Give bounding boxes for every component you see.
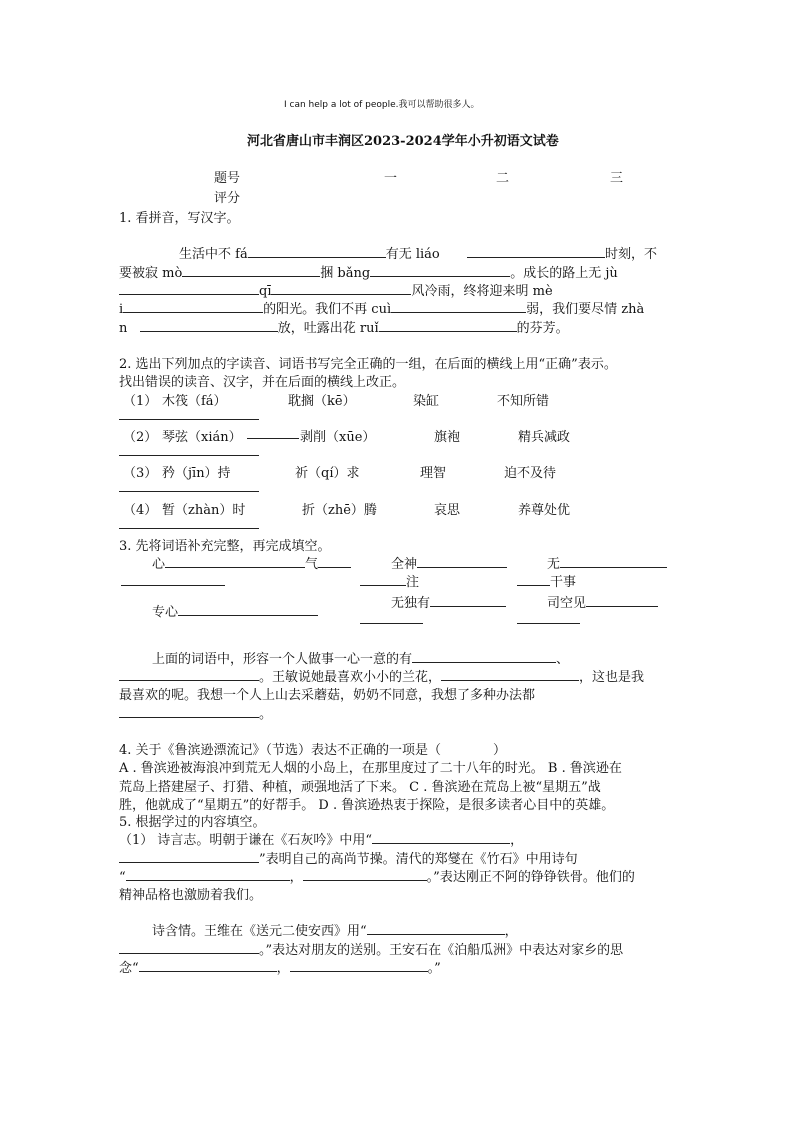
q1-l2b: 捆 bǎng (320, 266, 371, 281)
q3-word-sikongjian (547, 592, 658, 611)
q3-wuduyou-label: 无独有 (391, 596, 431, 611)
q5-l7b: ， (276, 961, 290, 976)
q3-zhuanxin-label: 专心 (152, 605, 179, 620)
answer-blank[interactable] (370, 263, 510, 277)
q2-heading-1: 2. 选出下列加点的字读音、词语书写完全正确的一组，在后面的横线上用“正确”表示。 (119, 357, 617, 372)
q5-l7a: 念“ (119, 961, 139, 976)
q1-line-5 (119, 317, 569, 336)
q3-heading: 3. 先将词语补充完整，再完成填空。 (119, 539, 331, 554)
q3-word-ganshi (517, 571, 576, 590)
q5-line-1 (119, 829, 523, 848)
header-note: I can help a lot of people.我可以帮助很多人。 (284, 100, 480, 110)
q5-l2: ”表明自己的高尚节操。清代的郑燮在《竹石》中用诗句 (259, 852, 578, 867)
q3-blank-right-3[interactable] (517, 623, 580, 624)
q3-ganshi-label: 干事 (550, 575, 577, 590)
q2-row-4-d: 养尊处优 (518, 503, 571, 518)
q2-row-1-b: 耽搁（kē） (288, 394, 356, 409)
q2-row-2-answer-line[interactable] (119, 455, 259, 456)
q3-para-4 (119, 703, 272, 722)
q5-l5a: 诗含情。王维在《送元二使安西》用“ (152, 924, 367, 939)
answer-blank[interactable] (119, 667, 259, 681)
q4-line-1: A . 鲁滨逊被海浪冲到荒无人烟的小岛上，在那里度过了二十八年的时光。 B . 鲁滨逊在 (119, 761, 622, 776)
answer-blank[interactable] (367, 921, 505, 935)
q3-para-2 (119, 666, 644, 685)
q2-row-2-b: 剥削（xūe） (300, 430, 376, 445)
q3-word-quanshen (391, 553, 507, 572)
q2-row-3-b: 祈（qí）求 (295, 466, 360, 481)
q3-p4: 。 (259, 707, 273, 722)
answer-blank[interactable] (391, 299, 526, 313)
answer-blank[interactable] (271, 281, 411, 295)
page-title: 河北省唐山市丰润区2023-2024学年小升初语文试卷 (247, 134, 559, 149)
q1-l5a: n (119, 321, 128, 336)
q3-blank-left-2[interactable] (121, 585, 225, 586)
q5-line-3 (119, 866, 635, 885)
q5-line-2 (119, 848, 578, 867)
q3-quanshen-label: 全神 (391, 557, 418, 572)
q1-line-1 (179, 243, 440, 262)
q1-l5c: 的芬芳。 (516, 321, 569, 336)
q4-heading: 4. 关于《鲁滨逊漂流记》（节选）表达不正确的一项是（ ） (119, 743, 507, 758)
q2-row-4-num: （4） (123, 503, 158, 518)
answer-blank[interactable] (586, 593, 658, 607)
score-table-col-1: 一 (384, 171, 398, 186)
answer-blank[interactable] (123, 299, 263, 313)
q1-l4a: i (119, 302, 124, 317)
q5-l1b: ， (510, 833, 524, 848)
q5-l5b: ， (504, 924, 518, 939)
q1-l1b: 有无 liáo (385, 247, 440, 262)
q2-row-4-c: 哀思 (434, 503, 461, 518)
q5-line-7 (119, 957, 441, 976)
answer-blank[interactable] (560, 554, 667, 568)
answer-blank[interactable] (412, 649, 556, 663)
q5-heading: 5. 根据学过的内容填空。 (119, 815, 266, 830)
q5-line-5 (152, 920, 518, 939)
answer-blank[interactable] (119, 849, 259, 863)
q2-row-1-d: 不知所错 (497, 394, 550, 409)
q2-row-1-answer-line[interactable] (119, 419, 259, 420)
answer-blank[interactable] (303, 867, 427, 881)
q1-line-1-end (467, 243, 657, 262)
q3-sikongjian-label: 司空见 (547, 596, 587, 611)
q2-row-2-a: 琴弦（xián） (162, 430, 242, 445)
q2-row-3-d: 迫不及待 (504, 466, 557, 481)
q4-line-2: 荒岛上搭建屋子、打猎、种植，顽强地活了下来。 C . 鲁滨逊在荒岛上被“星期五”战 (119, 780, 601, 795)
q1-l4b: 的阳光。我们不再 cuì (263, 302, 392, 317)
q5-line-6 (119, 939, 623, 958)
q3-p2a: 。王敏说她最喜欢小小的兰花， (259, 670, 442, 685)
answer-blank[interactable] (165, 554, 305, 568)
score-table-col-3: 三 (610, 171, 624, 186)
answer-blank[interactable] (430, 593, 506, 607)
answer-blank[interactable] (467, 244, 605, 258)
q1-l5b: 放，吐露出花 ruǐ (277, 321, 379, 336)
q1-l3a: qī (259, 284, 272, 299)
q2-row-2-num: （2） (123, 430, 158, 445)
q3-xin-label: 心 (152, 557, 166, 572)
q5-l3a: “ (119, 870, 126, 885)
answer-blank[interactable] (360, 572, 406, 586)
q5-l3b: ， (289, 870, 303, 885)
q3-wu-label: 无 (547, 557, 561, 572)
answer-blank[interactable] (248, 244, 386, 258)
q3-p1a: 上面的词语中，形容一个人做事一心一意的有 (152, 652, 413, 667)
q2-row-2-d: 精兵减政 (518, 430, 571, 445)
answer-blank[interactable] (139, 958, 277, 972)
q3-p1b: 、 (556, 652, 570, 667)
q1-l1a: 生活中不 fá (179, 247, 248, 262)
q3-blank-mid-3[interactable] (360, 623, 423, 624)
q2-row-1-c: 染缸 (413, 394, 440, 409)
q1-l2c: 。成长的路上无 jù (510, 266, 618, 281)
answer-blank[interactable] (290, 958, 428, 972)
q3-word-zhu (360, 571, 419, 590)
q2-row-4-b: 折（zhē）腾 (302, 503, 377, 518)
q1-line-3 (119, 280, 553, 299)
q4-line-3: 胜，他就成了“星期五”的好帮手。 D . 鲁滨逊热衷于探险，是很多读者心目中的英雄。 (119, 798, 615, 813)
q3-word-zhuanxin (152, 601, 318, 620)
q3-p2b: ，这也是我 (579, 670, 645, 685)
score-table-score-label: 评分 (214, 191, 241, 206)
answer-blank[interactable] (119, 704, 259, 718)
q2-row-4-a: 暂（zhàn）时 (162, 503, 246, 518)
answer-blank[interactable] (119, 940, 259, 954)
q1-l3b: 风冷雨，终将迎来明 mè (411, 284, 553, 299)
answer-blank[interactable] (441, 667, 579, 681)
q1-line-4 (119, 298, 644, 317)
q2-row-2-c: 旗袍 (434, 430, 461, 445)
answer-blank[interactable] (178, 602, 318, 616)
q3-word-wu (547, 553, 667, 572)
q3-qi-label: 气 (305, 557, 319, 572)
answer-blank[interactable] (126, 867, 290, 881)
q2-row-4-answer-line[interactable] (119, 528, 259, 529)
q1-heading: 1. 看拼音，写汉字。 (119, 211, 240, 226)
q3-word-xin (152, 553, 351, 572)
q5-l6: 。”表达对朋友的送别。王安石在《泊船瓜洲》中表达对家乡的思 (259, 943, 624, 958)
q2-row-1-a: 木筏（fá） (162, 394, 227, 409)
q5-l3c: 。”表达刚正不阿的铮铮铁骨。他们的 (426, 870, 635, 885)
answer-blank[interactable] (119, 281, 259, 295)
q2-heading-2: 找出错误的读音、汉字，并在后面的横线上改正。 (119, 375, 406, 390)
q2-row-3-answer-line[interactable] (119, 491, 259, 492)
answer-blank[interactable] (372, 830, 510, 844)
q1-l2a: 要被寂 mò (119, 266, 183, 281)
q2-row-3-c: 理智 (420, 466, 447, 481)
q5-l7c: 。” (427, 961, 441, 976)
q1-l4c: 弱，我们要尽情 zhà (526, 302, 645, 317)
score-table-header-label: 题号 (214, 171, 241, 186)
q3-para-3: 最喜欢的呢。我想一个人上山去采蘑菇，奶奶不同意，我想了多种办法都 (119, 688, 536, 703)
q3-word-wuduyou (391, 592, 506, 611)
q3-zhu-label: 注 (406, 575, 420, 590)
q1-l1c: 时刻，不 (605, 247, 658, 262)
answer-blank[interactable] (379, 318, 517, 332)
answer-blank[interactable] (140, 318, 278, 332)
q3-para-1 (152, 648, 569, 667)
answer-blank[interactable] (318, 554, 351, 568)
answer-blank[interactable] (182, 263, 320, 277)
q2-row-1-num: （1） (123, 394, 158, 409)
q2-row-3-a: 矜（jīn）持 (162, 466, 231, 481)
answer-blank[interactable] (517, 572, 550, 586)
q5-line-4: 精神品格也激励着我们。 (119, 888, 263, 903)
q5-l1a: （1） 诗言志。明朝于谦在《石灰吟》中用“ (119, 833, 373, 848)
q2-row-2-mid-line[interactable] (247, 438, 299, 439)
answer-blank[interactable] (417, 554, 507, 568)
q1-line-2 (119, 262, 618, 281)
score-table-col-2: 二 (496, 171, 510, 186)
q2-row-3-num: （3） (123, 466, 158, 481)
